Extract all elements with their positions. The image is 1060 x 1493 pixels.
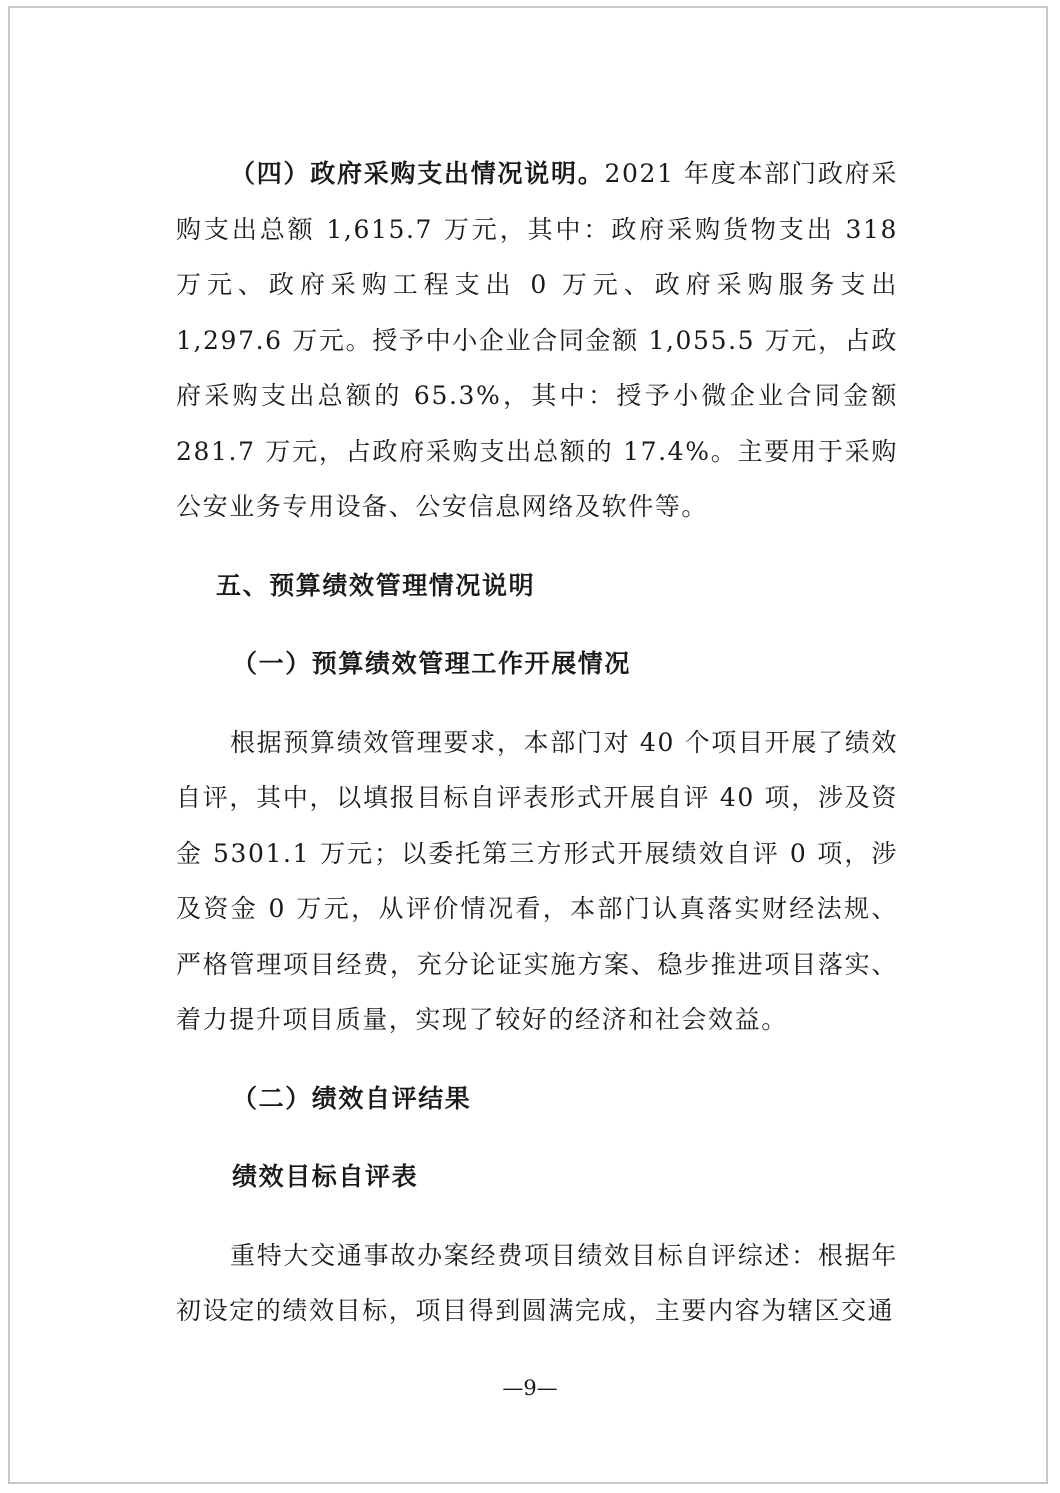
procurement-paragraph [176,146,898,535]
section-five-heading: 五、预算绩效管理情况说明 [216,570,536,600]
procurement-body: 2021 年度本部门政府采购支出总额 1,615.7 万元，其中：政府采购货物支出 318 万元、政府采购工程支出 0 万元、政府采购服务支出 1,297.6 万元。授予中小企业合同金额 1,055.5 万元，占政府采购支出总额的 65.3%，其中：授予小微企业合同金额 281.7 万元，占政府采购支出总额的 17.4%。主要用于采购公安业务专用设备、公安信息网络及软件等。 [176,159,898,521]
subsection-one-heading: （一）预算绩效管理工作开展情况 [232,649,632,678]
subsection-one-paragraph: 根据预算绩效管理要求，本部门对 40 个项目开展了绩效自评，其中，以填报目标自评表形式开展自评 40 项，涉及资金 5301.1 万元；以委托第三方形式开展绩效自评 0 项，涉及资金 0 万元，从评价情况看，本部门认真落实财经法规、严格管理项目经费，充分论证实施方案、稳步推进项目落实、着力提升项目质量，实现了较好的经济和社会效益。 [176,727,898,1034]
project-summary-paragraph: 重特大交通事故办案经费项目绩效目标自评综述：根据年初设定的绩效目标，项目得到圆满完成，主要内容为辖区交通 [176,1240,898,1325]
procurement-heading: （四）政府采购支出情况说明。 [230,159,605,188]
page-content [176,146,898,1339]
subsection-two-heading: （二）绩效自评结果 [232,1083,472,1113]
document-page [8,6,1048,1484]
page-number: —9— [502,1376,558,1400]
self-evaluation-table-heading: 绩效目标自评表 [232,1162,419,1191]
